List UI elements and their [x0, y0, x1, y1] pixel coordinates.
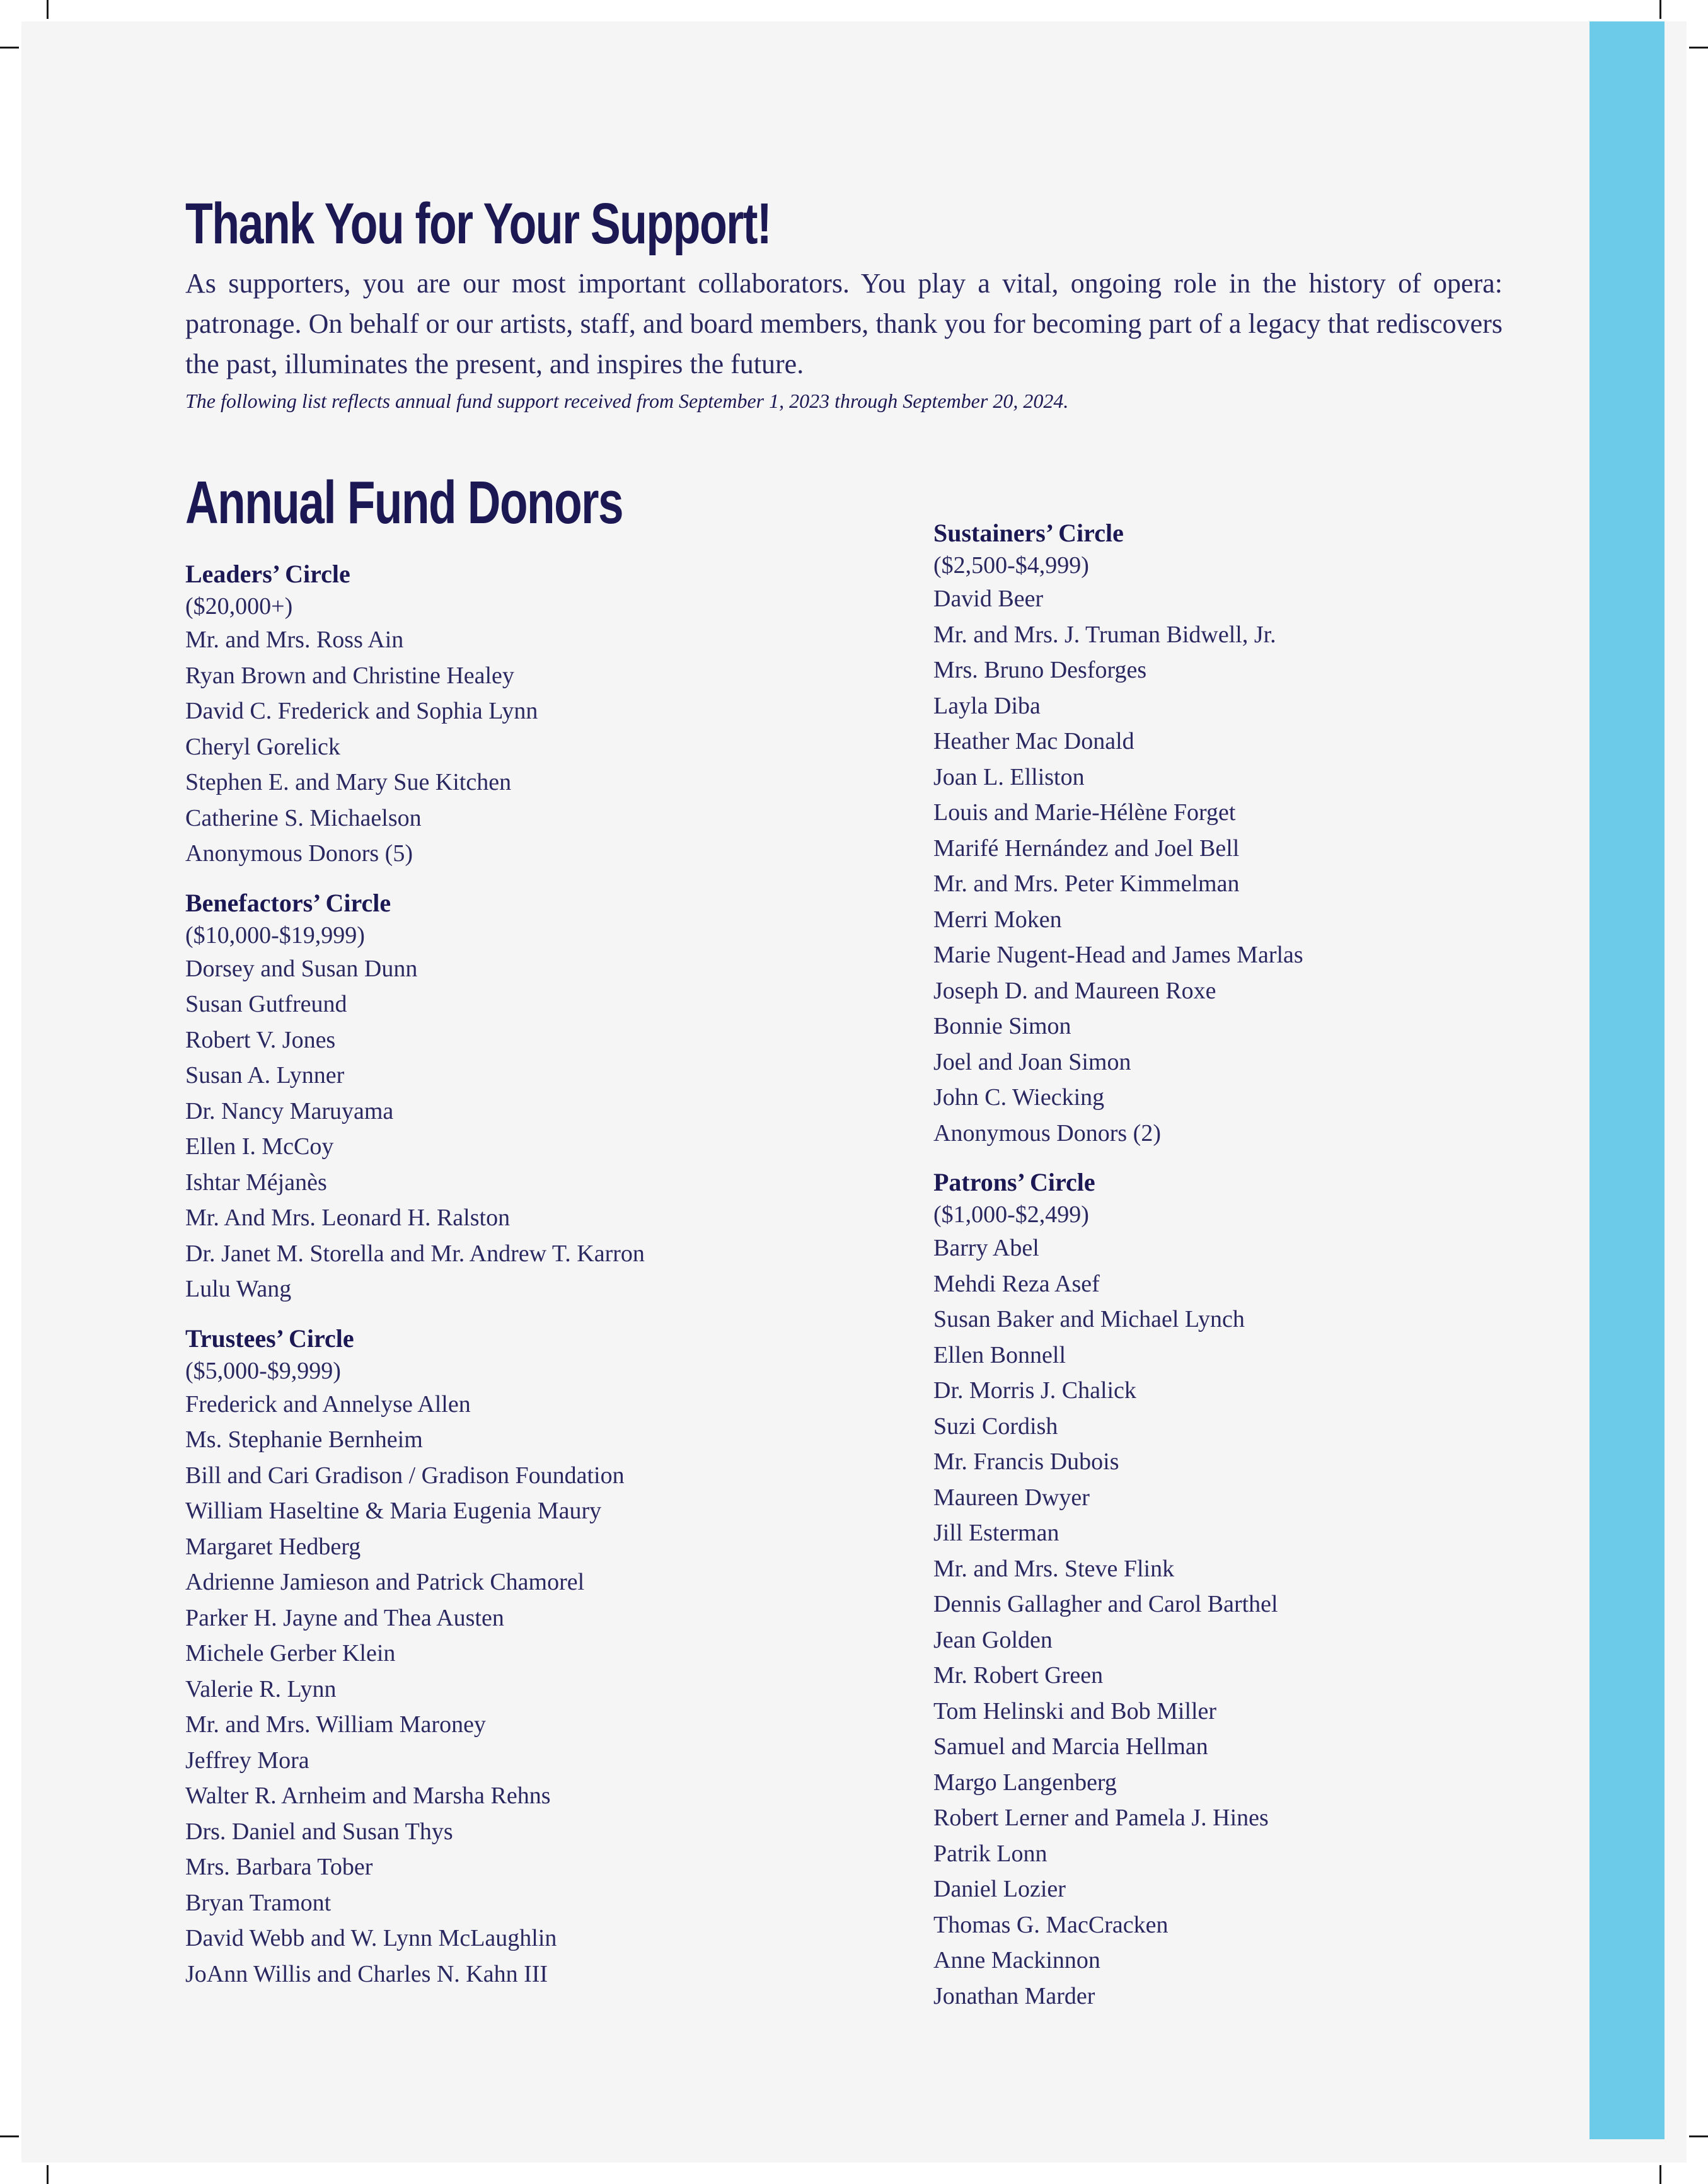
donor-name: Jill Esterman	[933, 1520, 1059, 1546]
date-range-note: The following list reflects annual fund support received from September 1, 2023 through September 20, 2024.	[185, 390, 1069, 413]
donor-name: Mr. Francis Dubois	[933, 1448, 1119, 1475]
page-title: Thank You for Your Support!	[185, 192, 771, 256]
donor-name: Stephen E. and Mary Sue Kitchen	[185, 769, 512, 796]
donor-name: Heather Mac Donald	[933, 728, 1134, 754]
donor-name: Anonymous Donors (5)	[185, 840, 413, 867]
circle-name: Benefactors’ Circle	[185, 888, 391, 917]
left-circle-list	[185, 558, 879, 1992]
circle-range: ($10,000-$19,999)	[185, 922, 365, 949]
donor-name: William Haseltine & Maria Eugenia Maury	[185, 1498, 602, 1525]
donor-name: Dr. Morris J. Chalick	[933, 1377, 1136, 1404]
crop-mark	[47, 2165, 49, 2184]
donor-name: Drs. Daniel and Susan Thys	[185, 1818, 453, 1845]
donor-name: Barry Abel	[933, 1235, 1039, 1261]
donor-name: JoAnn Willis and Charles N. Kahn III	[185, 1960, 548, 1987]
donor-name: Samuel and Marcia Hellman	[933, 1733, 1208, 1760]
donor-name: Mehdi Reza Asef	[933, 1270, 1100, 1297]
donor-name: Ishtar Méjanès	[185, 1169, 327, 1196]
donor-name: Layla Diba	[933, 692, 1041, 719]
donor-name: Mr. and Mrs. Peter Kimmelman	[933, 870, 1240, 897]
donor-column-right	[933, 517, 1564, 2029]
crop-mark	[0, 2135, 19, 2137]
circle-benefactors-circle	[185, 887, 879, 1307]
circle-leaders-circle	[185, 558, 879, 872]
donor-name: Thomas G. MacCracken	[933, 1911, 1168, 1938]
donor-name: Mr. and Mrs. Steve Flink	[933, 1555, 1175, 1582]
donor-name: Cheryl Gorelick	[185, 733, 340, 760]
circle-range: ($20,000+)	[185, 593, 293, 620]
circle-patrons-circle	[933, 1166, 1564, 2014]
donor-name: David Webb and W. Lynn McLaughlin	[185, 1925, 557, 1952]
donor-name: Dr. Janet M. Storella and Mr. Andrew T. Karron	[185, 1240, 645, 1267]
donor-name: Anne Mackinnon	[933, 1947, 1100, 1973]
section-title: Annual Fund Donors	[185, 469, 623, 536]
donor-name: Susan A. Lynner	[185, 1062, 345, 1089]
donor-name: Susan Baker and Michael Lynch	[933, 1306, 1245, 1332]
donor-name: Jean Golden	[933, 1626, 1053, 1653]
donor-name: John C. Wiecking	[933, 1084, 1105, 1111]
donor-name: Anonymous Donors (2)	[933, 1119, 1161, 1147]
donor-name: Joan L. Elliston	[933, 763, 1085, 790]
section-heading	[185, 466, 879, 539]
intro-paragraph: As supporters, you are our most important collaborators. You play a vital, ongoing role in the history of opera: patronage. On behalf or our artists, staff, and board members, thank you for becoming part of a legacy that rediscovers the past, illuminates the present, and inspires the future.	[185, 268, 1503, 380]
donor-name: Mr. Robert Green	[933, 1662, 1104, 1689]
donor-name: Ellen Bonnell	[933, 1341, 1066, 1368]
donor-name: Merri Moken	[933, 906, 1062, 933]
donor-name: Louis and Marie-Hélène Forget	[933, 799, 1236, 826]
crop-mark	[1689, 2135, 1708, 2137]
circle-trustees-circle	[185, 1322, 879, 1992]
circle-name: Patrons’ Circle	[933, 1168, 1095, 1196]
donor-name: Dr. Nancy Maruyama	[185, 1097, 394, 1124]
donor-name: Tom Helinski and Bob Miller	[933, 1697, 1217, 1725]
crop-mark	[47, 0, 49, 19]
donor-name: Mrs. Barbara Tober	[185, 1854, 373, 1881]
donor-name: Patrik Lonn	[933, 1840, 1047, 1867]
donor-name: Margaret Hedberg	[185, 1533, 361, 1560]
donor-name: Susan Gutfreund	[185, 991, 347, 1018]
donor-name: David C. Frederick and Sophia Lynn	[185, 698, 538, 725]
donor-name: Suzi Cordish	[933, 1413, 1058, 1440]
donor-name: Robert V. Jones	[185, 1026, 336, 1053]
donor-name: Valerie R. Lynn	[185, 1675, 337, 1702]
donor-column-left	[185, 466, 879, 2007]
donor-name: Bonnie Simon	[933, 1013, 1071, 1039]
donor-name: Bryan Tramont	[185, 1889, 332, 1916]
accent-stripe	[1590, 21, 1665, 2139]
donor-name: Joseph D. and Maureen Roxe	[933, 977, 1216, 1004]
donor-name: Adrienne Jamieson and Patrick Chamorel	[185, 1569, 585, 1596]
donor-name: David Beer	[933, 586, 1044, 612]
circle-range: ($5,000-$9,999)	[185, 1357, 341, 1384]
donor-name: Ms. Stephanie Bernheim	[185, 1426, 423, 1453]
crop-mark	[1659, 0, 1661, 19]
crop-mark	[0, 47, 19, 49]
circle-sustainers-circle	[933, 517, 1564, 1151]
donor-name: Lulu Wang	[185, 1276, 292, 1303]
donor-name: Mr. and Mrs. William Maroney	[185, 1711, 486, 1738]
circle-name: Trustees’ Circle	[185, 1324, 354, 1353]
donor-name: Michele Gerber Klein	[185, 1640, 396, 1667]
donor-name: Robert Lerner and Pamela J. Hines	[933, 1805, 1269, 1831]
donor-name: Joel and Joan Simon	[933, 1048, 1131, 1075]
crop-mark	[1659, 2165, 1661, 2184]
circle-name: Leaders’ Circle	[185, 560, 350, 589]
donor-name: Maureen Dwyer	[933, 1484, 1090, 1511]
donor-name: Mr. and Mrs. J. Truman Bidwell, Jr.	[933, 621, 1276, 648]
right-circle-list	[933, 517, 1564, 2014]
donor-name: Marifé Hernández and Joel Bell	[933, 835, 1240, 862]
circle-name: Sustainers’ Circle	[933, 519, 1124, 547]
donor-name: Parker H. Jayne and Thea Austen	[185, 1604, 504, 1631]
donor-name: Dennis Gallagher and Carol Barthel	[933, 1591, 1278, 1617]
donor-name: Catherine S. Michaelson	[185, 804, 422, 831]
donor-name: Margo Langenberg	[933, 1769, 1117, 1796]
donor-name: Walter R. Arnheim and Marsha Rehns	[185, 1782, 551, 1810]
donor-name: Mrs. Bruno Desforges	[933, 657, 1147, 683]
donor-name: Jonathan Marder	[933, 1982, 1095, 2009]
donor-name: Jeffrey Mora	[185, 1747, 309, 1774]
donor-name: Ryan Brown and Christine Healey	[185, 662, 514, 689]
donor-name: Mr. And Mrs. Leonard H. Ralston	[185, 1205, 511, 1232]
donor-name: Bill and Cari Gradison / Gradison Foundation	[185, 1462, 625, 1489]
donor-name: Ellen I. McCoy	[185, 1133, 334, 1160]
intro-section	[185, 189, 1503, 413]
donor-name: Mr. and Mrs. Ross Ain	[185, 627, 404, 654]
circle-range: ($1,000-$2,499)	[933, 1201, 1089, 1228]
donor-name: Daniel Lozier	[933, 1876, 1066, 1902]
donor-name: Dorsey and Susan Dunn	[185, 955, 418, 982]
donor-name: Frederick and Annelyse Allen	[185, 1390, 471, 1418]
donor-name: Marie Nugent-Head and James Marlas	[933, 942, 1303, 968]
circle-range: ($2,500-$4,999)	[933, 552, 1089, 579]
crop-mark	[1689, 47, 1708, 49]
